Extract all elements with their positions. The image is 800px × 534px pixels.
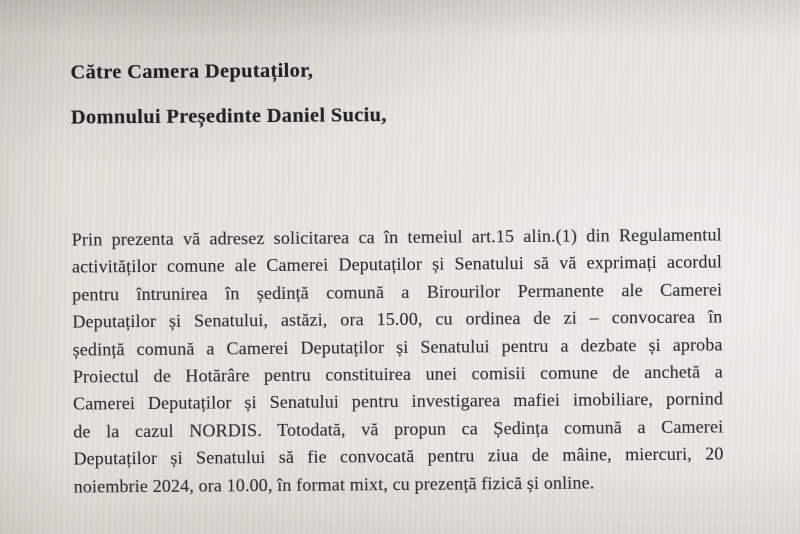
body-line: noiembrie 2024, ora 10.00, în format mixt, cu prezență fizică și online. — [73, 472, 595, 497]
body-line: de la cazul NORDIS. Totodată, vă propun ca Ședința comună a Camerei — [73, 416, 724, 442]
body-line: Prin prezenta vă adresez solicitarea ca în temeiul art.15 alin.(1) din Regulamentul — [71, 224, 722, 250]
recipient-line: Către Camera Deputaților, — [70, 59, 314, 84]
body-line: activităților comune ale Camerei Deputaților și Senatului să vă exprimați acordul — [71, 251, 723, 277]
body-line: Deputaților și Senatului, astăzi, ora 15.00, cu ordinea de zi – convocarea în — [72, 306, 723, 332]
body-line: Camerei Deputaților și Senatului pentru investigarea mafiei imobiliare, pornind — [72, 388, 724, 415]
body-line: pentru întrunirea în ședință comună a Birourilor Permanente ale Camerei — [72, 279, 723, 305]
letter-heading — [70, 55, 721, 129]
salutation-line: Domnului Președinte Daniel Suciu, — [70, 104, 387, 129]
body-line: ședință comună a Camerei Deputaților și Senatului pentru a dezbate și aproba — [72, 334, 723, 360]
body-line: Proiectul de Hotărâre pentru constituirea unei comisii comune de anchetă a — [72, 361, 723, 387]
body-line: Deputaților și Senatului să fie convocată pentru ziua de mâine, miercuri, 20 — [73, 443, 724, 469]
letter-body — [72, 221, 724, 500]
